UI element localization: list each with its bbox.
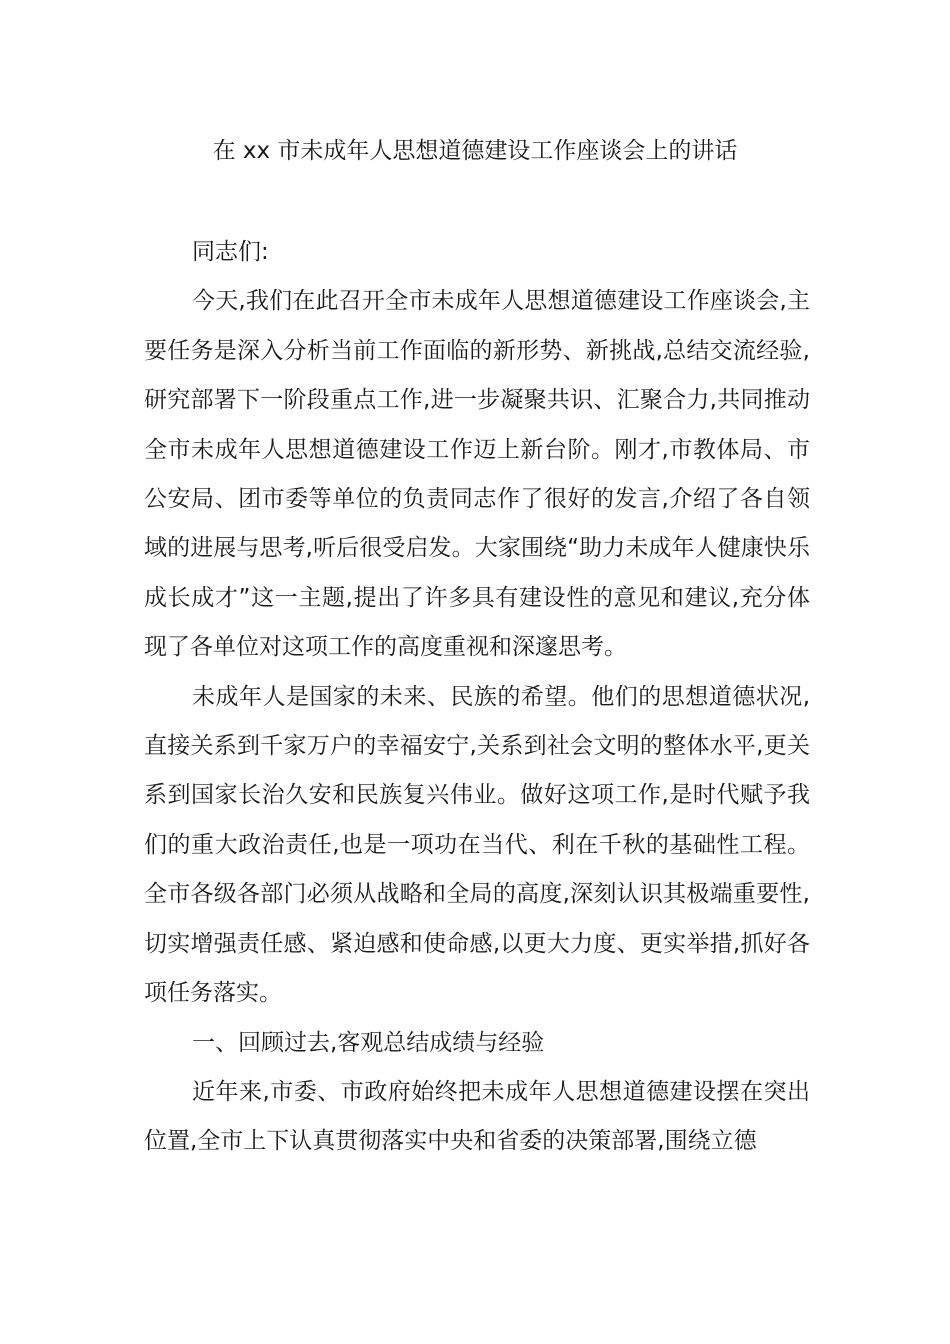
review-paragraph: 近年来,市委、市政府始终把未成年人思想道德建设摆在突出位置,全市上下认真贯彻落实中央和省委的决策部署,围绕立德 — [144, 1078, 810, 1155]
significance-paragraph: 未成年人是国家的未来、民族的希望。他们的思想道德状况,直接关系到千家万户的幸福安宁,关系到社会文明的整体水平,更关系到国家长治久安和民族复兴伟业。做好这项工作,是时代赋予我们的重大政治责任,也是一项功在当代、利在千秋的基础性工程。全市各级各部门必须从战略和全局的高度,深刻认识其极端重要性,切实增强责任感、紧迫感和使命感,以更大力度、更实举措,抓好各项任务落实。 — [144, 683, 810, 1007]
section-heading: 一、回顾过去,客观总结成绩与经验 — [192, 1029, 545, 1056]
document-title: 在 xx 市未成年人思想道德建设工作座谈会上的讲话 — [212, 138, 738, 164]
opening-paragraph: 今天,我们在此召开全市未成年人思想道德建设工作座谈会,主要任务是深入分析当前工作面临的新形势、新挑战,总结交流经验,研究部署下一阶段重点工作,进一步凝聚共识、汇聚合力,共同推动全市未成年人思想道德建设工作迈上新台阶。刚才,市教体局、市公安局、团市委等单位的负责同志作了很好的发言,介绍了各自领域的进展与思考,听后很受启发。大家围绕“助力未成年人健康快乐成长成才”这一主题,提出了许多具有建设性的意见和建议,充分体现了各单位对这项工作的高度重视和深邃思考。 — [144, 288, 810, 661]
salutation-paragraph: 同志们: — [192, 239, 269, 265]
document-body — [144, 228, 810, 1167]
